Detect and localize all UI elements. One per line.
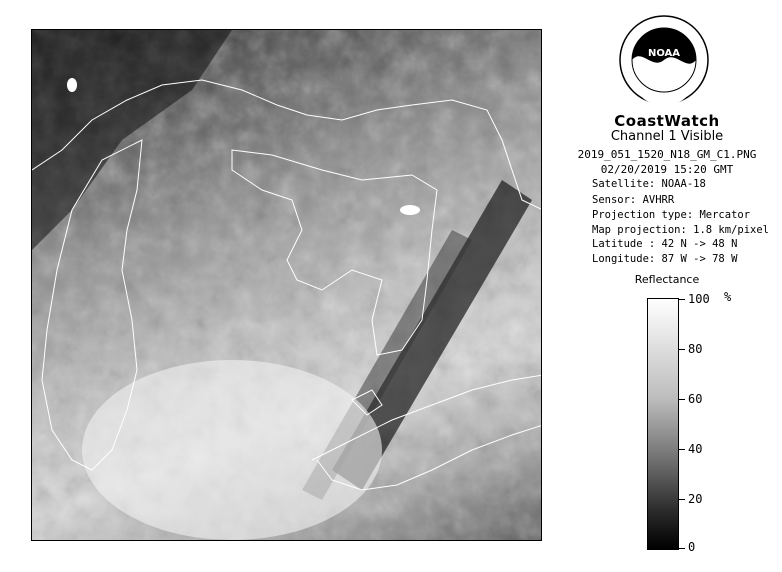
legend-unit: % xyxy=(724,290,732,304)
colorbar-tick xyxy=(679,548,685,549)
colorbar-tick xyxy=(679,399,685,400)
bright-spot xyxy=(400,205,420,215)
meta-map-projection: Map projection: 1.8 km/pixel xyxy=(592,224,770,236)
colorbar-tick-label: 0 xyxy=(688,540,696,554)
colorbar-tick xyxy=(679,349,685,350)
satellite-image xyxy=(31,29,542,541)
info-panel xyxy=(552,0,782,572)
meta-latitude: Latitude : 42 N -> 48 N xyxy=(592,238,738,250)
logo-text: NOAA xyxy=(647,48,681,59)
reflectance-colorbar xyxy=(647,298,679,550)
colorbar-tick xyxy=(679,499,685,500)
filename: 2019_051_1520_N18_GM_C1.PNG xyxy=(577,148,757,161)
meta-longitude: Longitude: 87 W -> 78 W xyxy=(592,253,738,265)
colorbar-tick-label: 20 xyxy=(688,492,703,506)
datetime: 02/20/2019 15:20 GMT xyxy=(600,163,734,176)
satellite-scene xyxy=(32,30,542,541)
meta-satellite: Satellite: NOAA-18 xyxy=(592,178,706,190)
colorbar-tick-label: 40 xyxy=(688,442,703,456)
colorbar-tick-label: 60 xyxy=(688,392,703,406)
noaa-logo xyxy=(618,14,710,106)
legend-title: Reflectance xyxy=(634,273,700,286)
product-title: CoastWatch xyxy=(614,112,720,130)
colorbar-tick xyxy=(679,299,685,300)
colorbar-tick-label: 80 xyxy=(688,342,703,356)
colorbar-tick-label: 100 xyxy=(688,292,710,306)
bright-spot xyxy=(67,78,77,92)
meta-projection-type: Projection type: Mercator xyxy=(592,209,751,221)
bright-cloud-area xyxy=(82,360,382,540)
meta-sensor: Sensor: AVHRR xyxy=(592,194,675,206)
colorbar-tick xyxy=(679,449,685,450)
channel-subtitle: Channel 1 Visible xyxy=(610,129,724,144)
